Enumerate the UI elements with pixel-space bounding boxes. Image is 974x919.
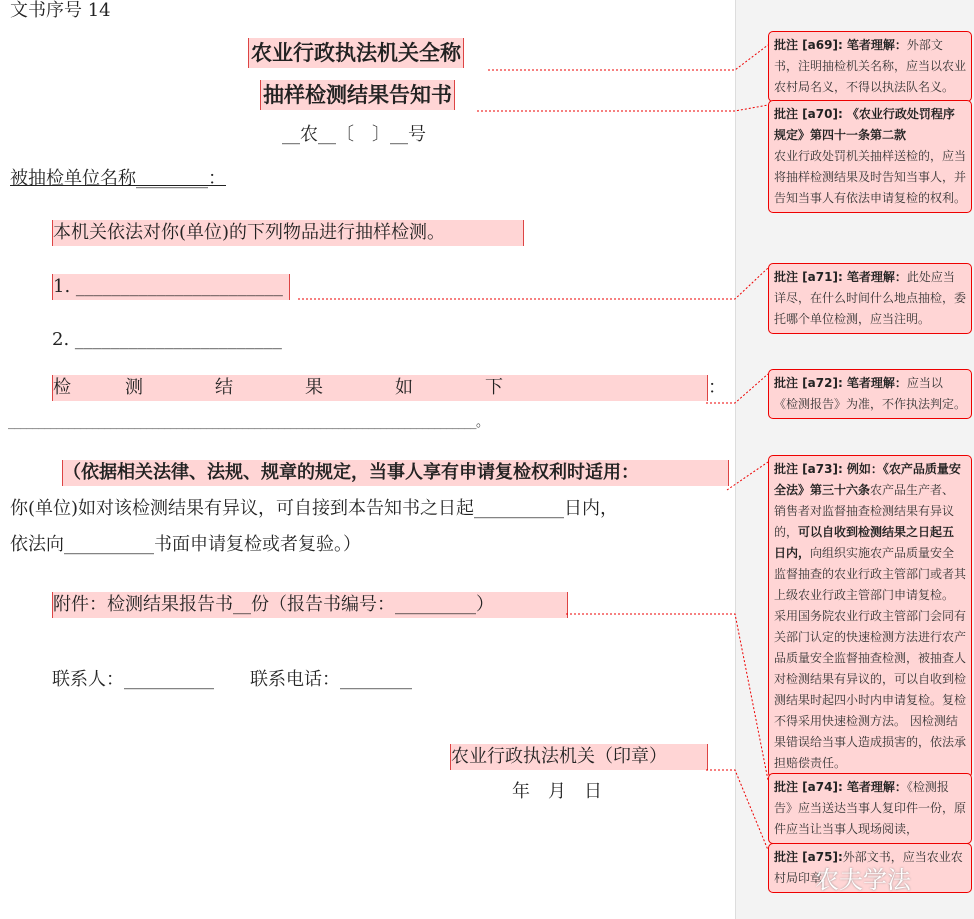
comment-body: 农产品生产者、销售者对监督抽查检测结果有异议的， — [774, 483, 955, 539]
comment-head: 批注 [a69]: 笔者理解： — [774, 38, 907, 52]
result-line: ______________________________________________________________________________。 — [8, 415, 489, 430]
comment-head: 批注 [a72]: 笔者理解： — [774, 376, 907, 390]
comment-head: 批注 [a74]: 笔者理解： — [774, 780, 907, 794]
comment-a73[interactable] — [768, 455, 972, 778]
comment-body: 外部文书，应当农业农村局印章 — [774, 850, 963, 885]
comment-a74[interactable] — [768, 773, 972, 844]
contact-line: 联系人：__________ 联系电话：________ — [52, 669, 412, 690]
comment-bold: 可以自收到检测结果之日起五日内， — [774, 525, 955, 560]
comment-head: 批注 [a71]: 笔者理解： — [774, 270, 907, 284]
comment-a69[interactable] — [768, 31, 972, 102]
title-notice: 抽样检测结果告知书 — [260, 80, 455, 110]
comment-body: 外部文书，注明抽检机关名称，应当以农业农村局名义，不得以执法队名义。 — [774, 38, 967, 94]
comment-a70[interactable] — [768, 100, 972, 213]
result-colon: ： — [708, 377, 726, 398]
result-heading: 检 测 结 果 如 下 — [52, 375, 708, 401]
attachment-line: 附件：检测结果报告书__份（报告书编号：_________） — [52, 592, 568, 618]
comment-body: 《检测报告》应当送达当事人复印件一份，原件应当让当事人现场阅读， — [774, 780, 967, 836]
comment-body-2: 向组织实施农产品质量安全监督抽查的农业行政主管部门或者其上级农业行政主管部门申请复检。 采用国务院农业行政主管部门会同有关部门认定的快速检测方法进行农产品质量安全监督抽查检测，被抽查人对检测结果有异议的，可以自收到检测结果时起四小时内申请复检。复检不得采用快速检测方法。 因检测结果错误给当事人造成损害的，依法承担赔偿责任。 — [774, 546, 967, 770]
objection-line-2: 依法向__________书面申请复检或者复验。） — [10, 534, 361, 555]
date-line: 年 月 日 — [512, 781, 602, 802]
comment-body: 农业行政处罚机关抽样送检的，应当将抽样检测结果及时告知当事人，并告知当事人有依法申请复检的权利。 — [774, 149, 967, 205]
title-agency: 农业行政执法机关全称 — [248, 38, 464, 68]
comment-head: 批注 [a70]: 《农业行政处罚程序规定》第四十一条第二款 — [774, 107, 955, 142]
comment-head: 批注 [a73]: 例如：《农产品质量安全法》第三十六条 — [774, 462, 961, 497]
seal-line: 农业行政执法机关（印章） — [450, 744, 708, 770]
watermark: 农夫学法 — [815, 866, 911, 894]
comment-body: 应当以《检测报告》为准，不作执法判定。 — [774, 376, 967, 411]
serial-number: 文书序号 14 — [10, 0, 111, 21]
basis-note: （依据相关法律、法规、规章的规定，当事人享有申请复检权利时适用： — [62, 460, 729, 486]
objection-line-1: 你(单位)如对该检测结果有异议，可自接到本告知书之日起__________日内， — [10, 498, 619, 519]
item-2: 2. _______________________ — [52, 329, 282, 350]
item-1: 1. _______________________ — [52, 274, 290, 300]
inspected-unit: 被抽检单位名称________： — [10, 168, 226, 189]
comment-a72[interactable] — [768, 369, 972, 419]
comment-head: 批注 [a75]: — [774, 850, 843, 864]
comment-a71[interactable] — [768, 263, 972, 334]
comment-body: 此处应当详尽，在什么时间什么地点抽检，委托哪个单位检测，应当注明。 — [774, 270, 967, 326]
document-number: __农__〔 〕__号 — [282, 124, 426, 145]
intro-sentence: 本机关依法对你(单位)的下列物品进行抽样检测。 — [52, 220, 524, 246]
